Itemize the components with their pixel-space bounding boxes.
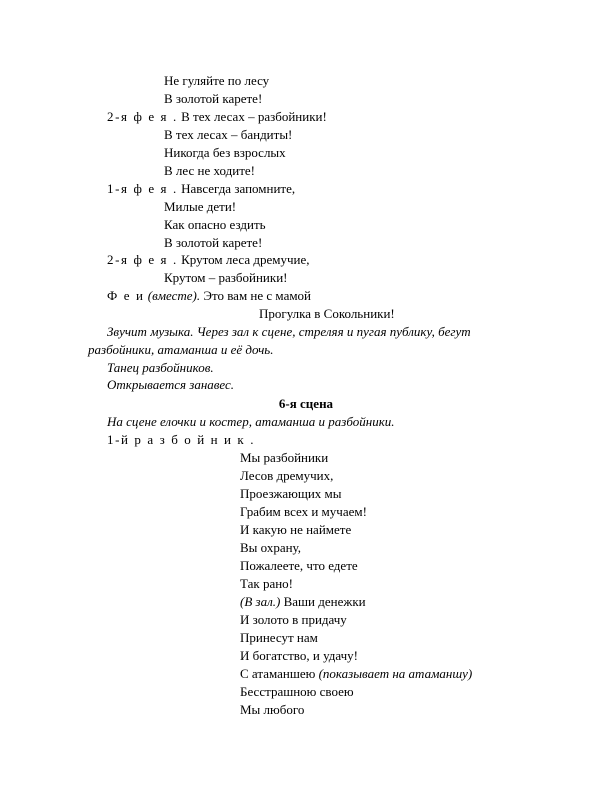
speaker-line [107, 252, 310, 267]
stage-direction: Звучит музыка. Через зал к сцене, стреляя и пугая публику, бегут [107, 324, 471, 339]
stage-direction: Открывается занавес. [107, 377, 235, 392]
stage-direction: разбойники, атаманша и её дочь. [88, 342, 274, 357]
verse-line: В золотой карете! [164, 235, 263, 250]
verse-line: Мы разбойники [240, 450, 329, 465]
speaker-name: 1-й р а з б о й н и к . [107, 432, 256, 447]
speech-text: С атаманшею [240, 666, 319, 681]
speaker-line [107, 109, 327, 124]
stage-direction: (В зал.) [240, 594, 281, 609]
verse-line: Никогда без взрослых [164, 145, 286, 160]
verse-line: В тех лесах – бандиты! [164, 127, 293, 142]
speech-text: В тех лесах – разбойники! [177, 109, 327, 124]
verse-line: В золотой карете! [164, 91, 263, 106]
verse-line: И какую не наймете [240, 522, 352, 537]
speaker-line [107, 181, 295, 196]
verse-line: Как опасно ездить [164, 217, 266, 232]
speech-text: Это вам не с мамой [200, 288, 312, 303]
scene-heading: 6-я сцена [278, 396, 334, 411]
stage-direction: Танец разбойников. [107, 360, 214, 375]
speech-text: Навсегда запомните, [177, 181, 296, 196]
verse-line [240, 666, 472, 681]
speech-text: Ваши денежки [280, 594, 366, 609]
verse-line: Крутом – разбойники! [164, 270, 288, 285]
verse-line: Грабим всех и мучаем! [240, 504, 367, 519]
verse-line: И золото в придачу [240, 612, 347, 627]
speaker-name: 1-я ф е я . [107, 181, 178, 196]
verse-line: И богатство, и удачу! [240, 648, 358, 663]
stage-direction: На сцене елочки и костер, атаманша и разбойники. [107, 414, 395, 429]
verse-line: Вы охрану, [240, 540, 302, 555]
verse-line: Милые дети! [164, 199, 237, 214]
verse-line [240, 594, 366, 609]
verse-line: Так рано! [240, 576, 294, 591]
verse-line: Прогулка в Сокольники! [259, 306, 395, 321]
speaker-name: 2-я ф е я . [107, 109, 178, 124]
stage-direction: (вместе). [147, 288, 201, 303]
verse-line: Проезжающих мы [240, 486, 342, 501]
verse-line: В лес не ходите! [164, 163, 255, 178]
speaker-name: 2-я ф е я . [107, 252, 178, 267]
speaker-name: Ф е и [107, 288, 145, 303]
stage-direction: (показывает на атаманшу) [318, 666, 473, 681]
speaker-line [107, 288, 311, 303]
verse-line: Пожалеете, что едете [240, 558, 358, 573]
speech-text: Крутом леса дремучие, [177, 252, 310, 267]
verse-line: Бесстрашною своею [240, 684, 354, 699]
verse-line: Мы любого [240, 702, 305, 717]
verse-line: Принесут нам [240, 630, 318, 645]
verse-line: Лесов дремучих, [240, 468, 334, 483]
verse-line: Не гуляйте по лесу [164, 73, 270, 88]
